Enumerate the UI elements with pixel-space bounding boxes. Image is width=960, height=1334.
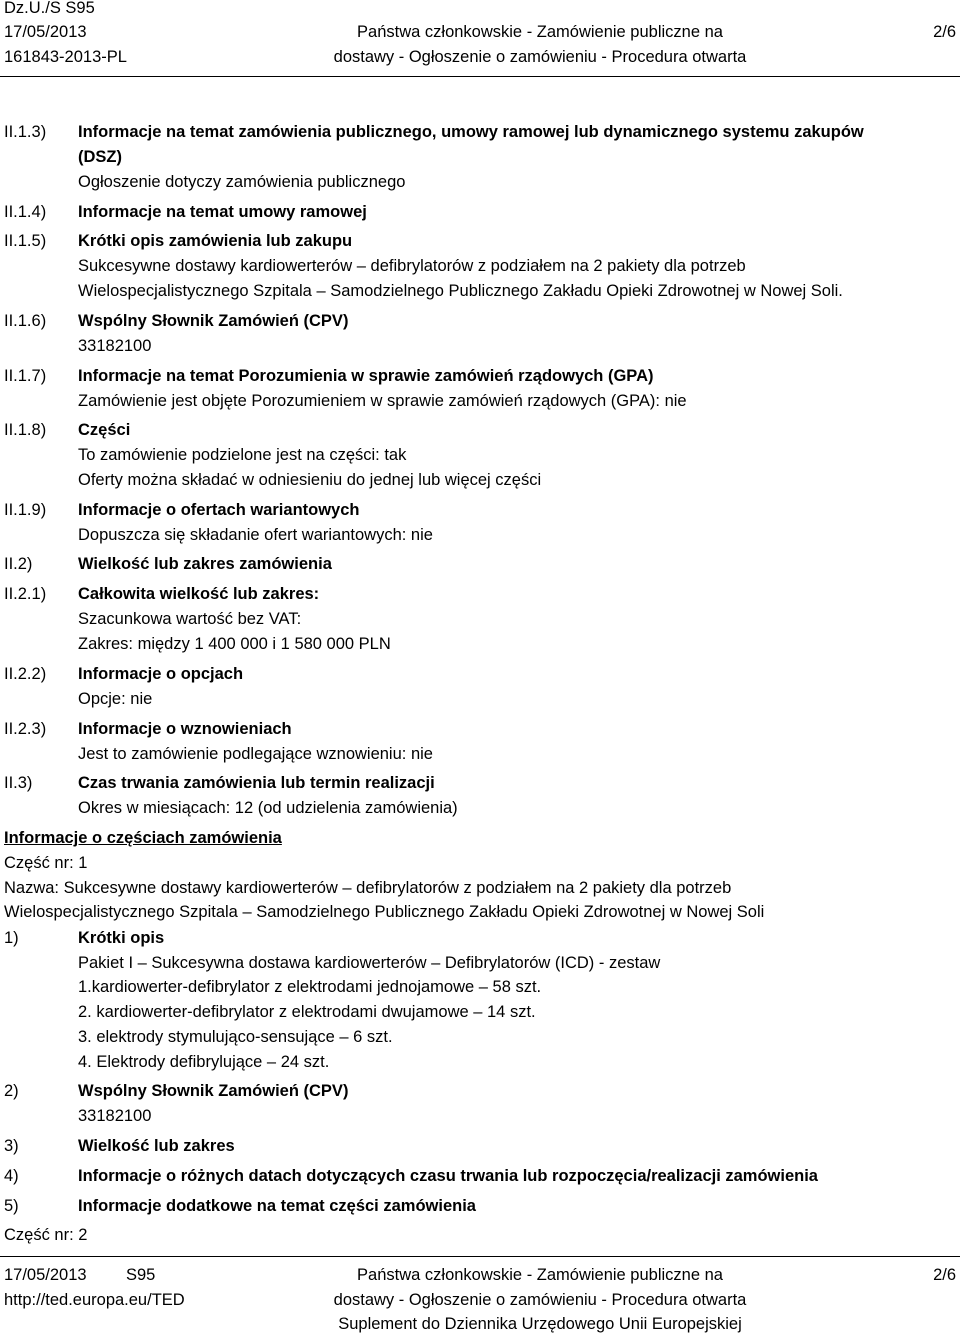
section-title: Informacje na temat Porozumienia w sprawie zamówień rządowych (GPA) — [78, 367, 654, 385]
section-title: Informacje o ofertach wariantowych — [78, 501, 360, 519]
section-number: II.2) — [4, 555, 33, 573]
section-number: II.2.3) — [4, 720, 47, 738]
header-title-line1: Państwa członkowskie - Zamówienie publiczne na — [357, 23, 723, 41]
section-title: Krótki opis zamówienia lub zakupu — [78, 232, 353, 250]
journal-ref: Dz.U./S S95 — [4, 0, 95, 17]
section-number: II.1.3) — [4, 123, 47, 141]
item-number: 3) — [4, 1137, 19, 1155]
section-number: II.1.5) — [4, 232, 47, 250]
section-text: Szacunkowa wartość bez VAT: — [78, 610, 302, 628]
footer-url[interactable]: http://ted.europa.eu/TED — [4, 1291, 185, 1309]
item-line: 4. Elektrody defibrylujące – 24 szt. — [78, 1053, 330, 1071]
footer-page-number: 2/6 — [933, 1266, 956, 1284]
item-number: 1) — [4, 929, 19, 947]
section-title: Wspólny Słownik Zamówień (CPV) — [78, 312, 349, 330]
header-page-number: 2/6 — [933, 23, 956, 41]
footer-date: 17/05/2013 — [4, 1266, 87, 1284]
section-title: Informacje na temat umowy ramowej — [78, 203, 367, 221]
section-title: Informacje na temat zamówienia publicznego, umowy ramowej lub dynamicznego systemu zakupów — [78, 123, 864, 141]
section-text: Opcje: nie — [78, 690, 153, 708]
part-name-cont: Wielospecjalistycznego Szpitala – Samodzielnego Publicznego Zakładu Opieki Zdrowotnej w Nowej Soli — [4, 903, 765, 921]
footer-series: S95 — [126, 1266, 156, 1284]
section-number: II.1.4) — [4, 203, 47, 221]
section-number: II.2.1) — [4, 585, 47, 603]
parts-heading: Informacje o częściach zamówienia — [4, 829, 282, 847]
section-text: Okres w miesiącach: 12 (od udzielenia zamówienia) — [78, 799, 458, 817]
part-label: Część nr: 1 — [4, 854, 88, 872]
item-title: Wielkość lub zakres — [78, 1137, 235, 1155]
item-number: 4) — [4, 1167, 19, 1185]
section-number: II.1.7) — [4, 367, 47, 385]
footer-title-line3: Suplement do Dziennika Urzędowego Unii Europejskiej — [338, 1315, 742, 1333]
section-text: Sukcesywne dostawy kardiowerterów – defibrylatorów z podziałem na 2 pakiety dla potrzeb — [78, 257, 746, 275]
section-text: To zamówienie podzielone jest na części: tak — [78, 446, 407, 464]
section-text: Oferty można składać w odniesieniu do jednej lub więcej części — [78, 471, 542, 489]
item-number: 2) — [4, 1082, 19, 1100]
section-text: Dopuszcza się składanie ofert wariantowych: nie — [78, 526, 433, 544]
section-title: Informacje o wznowieniach — [78, 720, 292, 738]
part-label: Część nr: 2 — [4, 1226, 88, 1244]
section-number: II.1.9) — [4, 501, 47, 519]
section-number: II.2.2) — [4, 665, 47, 683]
section-title: Części — [78, 421, 131, 439]
item-line: Pakiet I – Sukcesywna dostawa kardiowerterów – Defibrylatorów (ICD) - zestaw — [78, 954, 661, 972]
footer-divider — [0, 1256, 960, 1257]
section-title: Informacje o opcjach — [78, 665, 244, 683]
part-name: Nazwa: Sukcesywne dostawy kardiowerterów – defibrylatorów z podziałem na 2 pakiety dla potrzeb — [4, 879, 732, 897]
header-divider — [0, 76, 960, 77]
item-title: Informacje o różnych datach dotyczących czasu trwania lub rozpoczęcia/realizacji zamówienia — [78, 1167, 818, 1185]
section-number: II.1.8) — [4, 421, 47, 439]
section-title: Wielkość lub zakres zamówienia — [78, 555, 332, 573]
section-number: II.1.6) — [4, 312, 47, 330]
section-text: Ogłoszenie dotyczy zamówienia publicznego — [78, 173, 406, 191]
section-number: II.3) — [4, 774, 33, 792]
item-line: 3. elektrody stymulująco-sensujące – 6 szt. — [78, 1028, 393, 1046]
section-text: Jest to zamówienie podlegające wznowieniu: nie — [78, 745, 433, 763]
document-id: 161843-2013-PL — [4, 48, 127, 66]
item-number: 5) — [4, 1197, 19, 1215]
footer-title-line1: Państwa członkowskie - Zamówienie publiczne na — [357, 1266, 723, 1284]
header-title-line2: dostawy - Ogłoszenie o zamówieniu - Procedura otwarta — [333, 48, 747, 66]
item-title: Wspólny Słownik Zamówień (CPV) — [78, 1082, 349, 1100]
item-line: 33182100 — [78, 1107, 152, 1125]
section-title-cont: (DSZ) — [78, 148, 122, 166]
section-title: Czas trwania zamówienia lub termin realizacji — [78, 774, 435, 792]
item-title: Krótki opis — [78, 929, 165, 947]
section-text: Zakres: między 1 400 000 i 1 580 000 PLN — [78, 635, 391, 653]
section-title: Całkowita wielkość lub zakres: — [78, 585, 320, 603]
item-line: 2. kardiowerter-defibrylator z elektrodami dwujamowe – 14 szt. — [78, 1003, 536, 1021]
section-text: Wielospecjalistycznego Szpitala – Samodzielnego Publicznego Zakładu Opieki Zdrowotnej w Nowej Soli. — [78, 282, 843, 300]
header-date: 17/05/2013 — [4, 23, 87, 41]
item-title: Informacje dodatkowe na temat części zamówienia — [78, 1197, 476, 1215]
footer-title-line2: dostawy - Ogłoszenie o zamówieniu - Procedura otwarta — [333, 1291, 747, 1309]
section-text: Zamówienie jest objęte Porozumieniem w sprawie zamówień rządowych (GPA): nie — [78, 392, 687, 410]
section-text: 33182100 — [78, 337, 152, 355]
item-line: 1.kardiowerter-defibrylator z elektrodami jednojamowe – 58 szt. — [78, 978, 542, 996]
